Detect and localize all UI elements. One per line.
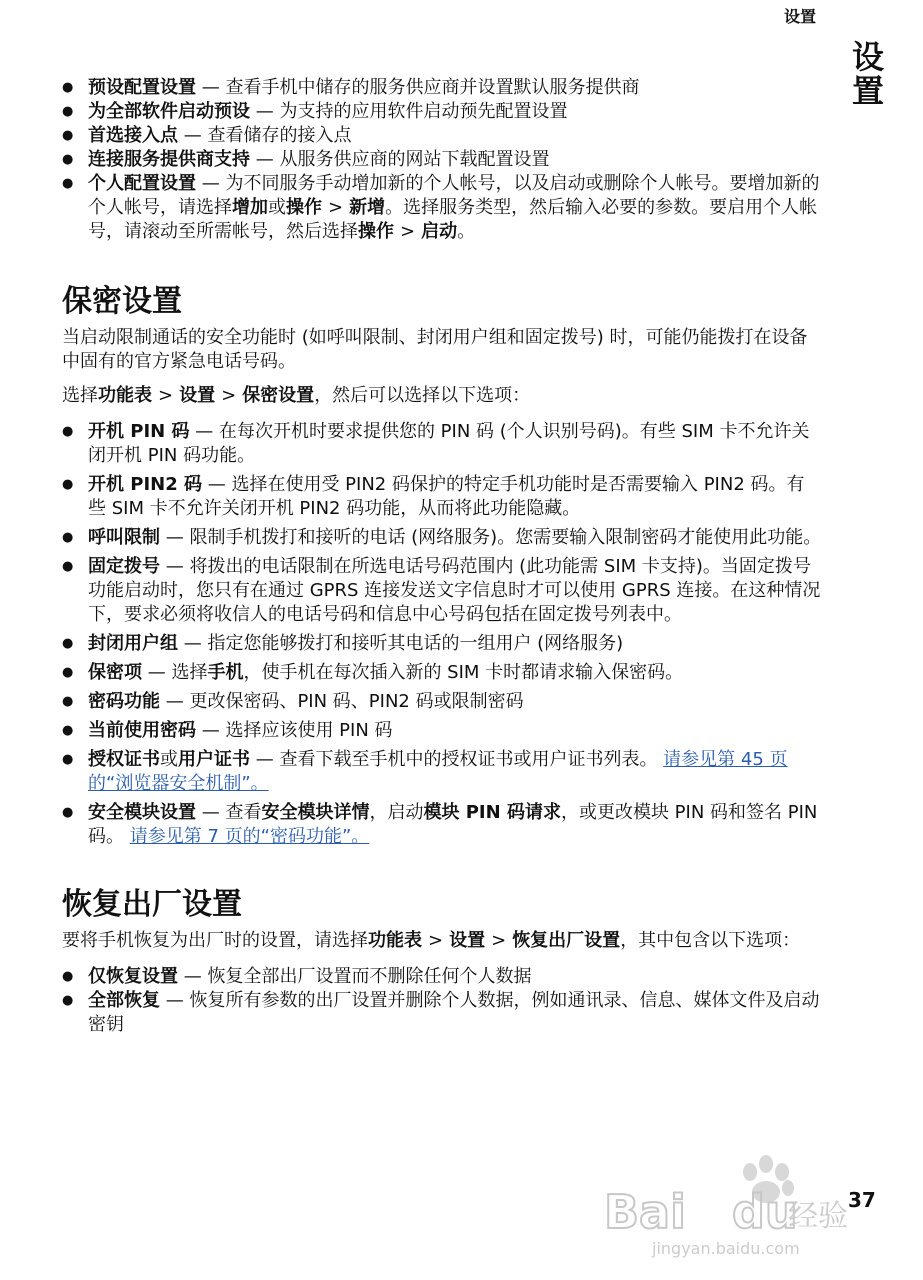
security-options-list: [62, 420, 822, 849]
config-settings-list: [62, 76, 822, 244]
watermark-url: jingyan.baidu.com: [652, 1239, 800, 1258]
list-item: ● 当前使用密码 — 选择应该使用 PIN 码: [62, 719, 822, 743]
baidu-watermark: [600, 1150, 860, 1260]
list-item: ● 授权证书或用户证书 — 查看下载至手机中的授权证书或用户证书列表。 请参见第 45 页的“浏览器安全机制”。: [62, 748, 822, 796]
list-item: ● 呼叫限制 — 限制手机拨打和接听的电话 (网络服务)。您需要输入限制密码才能使用此功能。: [62, 526, 822, 550]
restore-intro: 要将手机恢复为出厂时的设置，请选择功能表 > 设置 > 恢复出厂设置，其中包含以下选项：: [62, 930, 801, 951]
watermark-brand: Bai: [604, 1185, 686, 1239]
security-intro: 当启动限制通话的安全功能时 (如呼叫限制、封闭用户组和固定拨号) 时，可能仍能拨打在设备中固有的官方紧急电话号码。: [62, 327, 808, 372]
list-item: ● 开机 PIN2 码 — 选择在使用受 PIN2 码保护的特定手机功能时是否需要输入 PIN2 码。有些 SIM 卡不允许关闭开机 PIN2 码功能，从而将此功能隐藏。: [62, 473, 822, 521]
restore-options-list: [62, 965, 822, 1037]
section-heading-security: 保密设置: [62, 284, 182, 319]
running-header: 设置: [783, 7, 816, 26]
watermark-brand-2: du: [732, 1185, 798, 1239]
list-item: ● 连接服务提供商支持 — 从服务供应商的网站下载配置设置: [62, 148, 822, 172]
list-item: ● 预设配置设置 — 查看手机中储存的服务供应商并设置默认服务提供商: [62, 76, 822, 100]
browser-security-link[interactable]: 请参见第 45 页的“浏览器安全机制”。: [88, 749, 788, 794]
list-item: ● 保密项 — 选择手机，使手机在每次插入新的 SIM 卡时都请求输入保密码。: [62, 661, 822, 685]
list-item: ● 全部恢复 — 恢复所有参数的出厂设置并删除个人数据，例如通讯录、信息、媒体文件及启动密钥: [62, 989, 822, 1037]
security-select-path: 选择功能表 > 设置 > 保密设置，然后可以选择以下选项：: [62, 385, 531, 406]
page-number: 37: [848, 1188, 876, 1212]
list-item: ● 安全模块设置 — 查看安全模块详情，启动模块 PIN 码请求，或更改模块 PIN 码和签名 PIN 码。 请参见第 7 页的“密码功能”。: [62, 801, 822, 849]
watermark-cn: 经验: [788, 1199, 848, 1234]
list-item: ● 开机 PIN 码 — 在每次开机时要求提供您的 PIN 码 (个人识别号码)。有些 SIM 卡不允许关闭开机 PIN 码功能。: [62, 420, 822, 468]
list-item: ● 为全部软件启动预设 — 为支持的应用软件启动预先配置设置: [62, 100, 822, 124]
access-codes-link[interactable]: 请参见第 7 页的“密码功能”。: [129, 826, 370, 847]
list-item: ● 封闭用户组 — 指定您能够拨打和接听其电话的一组用户 (网络服务): [62, 632, 822, 656]
list-item: ● 密码功能 — 更改保密码、PIN 码、PIN2 码或限制密码: [62, 690, 822, 714]
list-item: ● 仅恢复设置 — 恢复全部出厂设置而不删除任何个人数据: [62, 965, 822, 989]
section-heading-restore: 恢复出厂设置: [62, 887, 242, 922]
side-section-tab: 设置: [847, 40, 885, 108]
page-content: [62, 76, 822, 1037]
list-item: ● 首选接入点 — 查看储存的接入点: [62, 124, 822, 148]
list-item-personal-config: ● 个人配置设置 — 为不同服务手动增加新的个人帐号，以及启动或删除个人帐号。要增加新的个人帐号，请选择增加或操作 > 新增。选择服务类型，然后输入必要的参数。要启用个人帐号，请滚动至所需帐号，然后选择操作 > 启动。: [62, 172, 822, 244]
list-item: ● 固定拨号 — 将拨出的电话限制在所选电话号码范围内 (此功能需 SIM 卡支持)。当固定拨号功能启动时，您只有在通过 GPRS 连接发送文字信息时才可以使用 GPRS 连接。在这种情况下，要求必须将收信人的电话号码和信息中心号码包括在固定拨号列表中。: [62, 555, 822, 627]
